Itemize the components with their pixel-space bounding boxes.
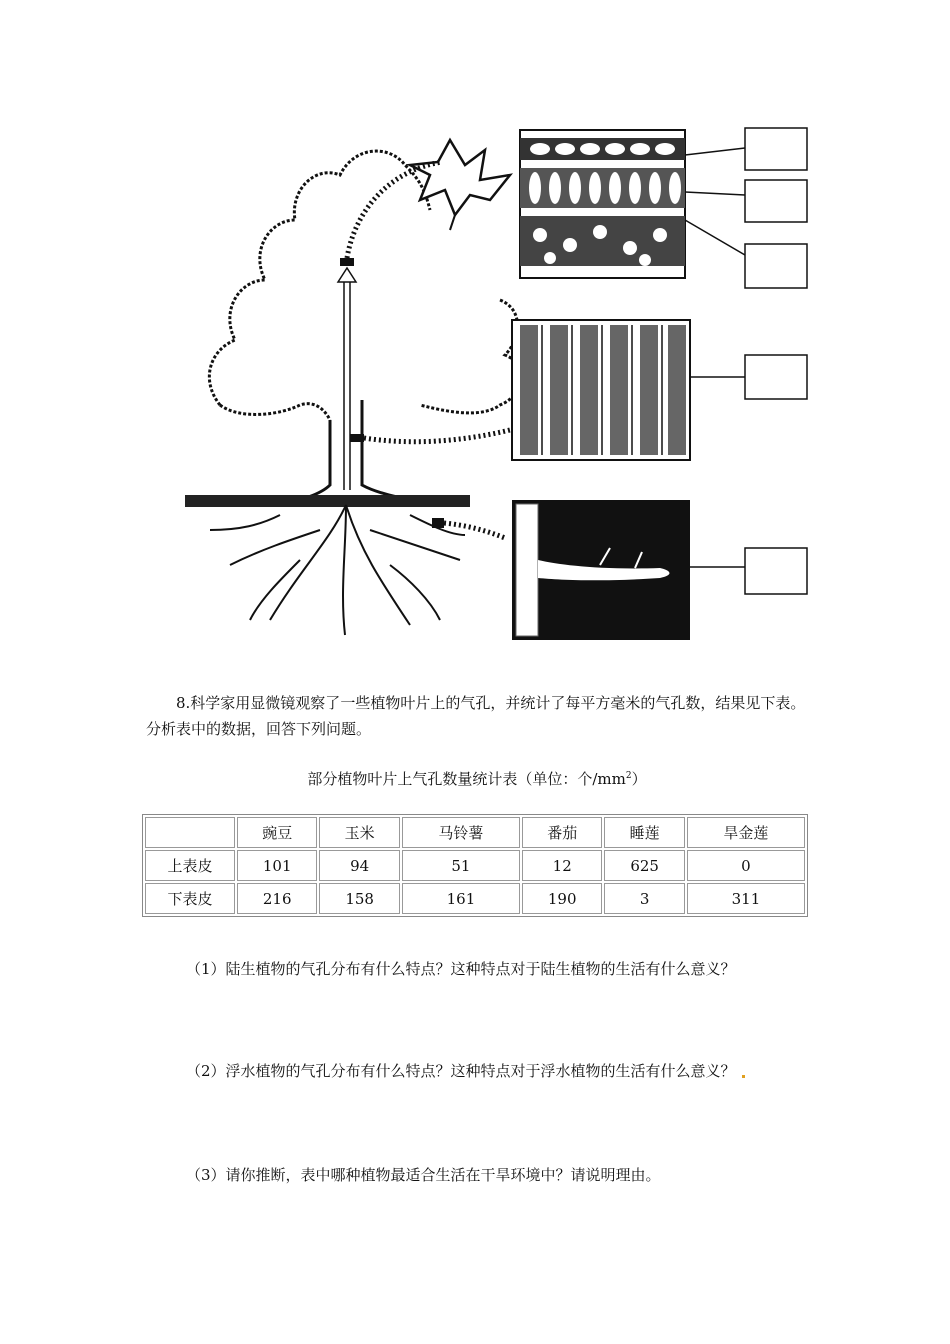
table-cell: 12 xyxy=(522,850,602,881)
table-header-cell: 豌豆 xyxy=(237,817,317,848)
root-hair-section-image xyxy=(512,500,690,640)
table-cell: 51 xyxy=(402,850,520,881)
table-cell: 190 xyxy=(522,883,602,914)
root-system xyxy=(210,505,465,635)
table-header-cell: 马铃薯 xyxy=(402,817,520,848)
table-header-row xyxy=(145,817,805,848)
table-cell: 311 xyxy=(687,883,805,914)
table-header-cell: 旱金莲 xyxy=(687,817,805,848)
answer-box-4[interactable] xyxy=(745,355,807,399)
row-label: 上表皮 xyxy=(145,850,235,881)
table-cell: 0 xyxy=(687,850,805,881)
answer-box-3[interactable] xyxy=(745,244,807,288)
leaf-shape xyxy=(410,140,510,215)
plant-structure-diagram xyxy=(180,120,810,650)
table-cell: 3 xyxy=(604,883,684,914)
table-header-cell: 睡莲 xyxy=(604,817,684,848)
stomata-table xyxy=(142,814,808,917)
table-cell: 101 xyxy=(237,850,317,881)
stem-vessel-section-image xyxy=(512,320,690,460)
answer-box-1[interactable] xyxy=(745,128,807,170)
sub-question-3: （3）请你推断，表中哪种植物最适合生活在干旱环境中？请说明理由。 xyxy=(186,1166,661,1184)
table-header-cell xyxy=(145,817,235,848)
table-header-cell: 玉米 xyxy=(319,817,399,848)
orange-dot-mark xyxy=(742,1075,745,1078)
leaf-section-image xyxy=(520,130,685,278)
row-label: 下表皮 xyxy=(145,883,235,914)
table-cell: 94 xyxy=(319,850,399,881)
table-row xyxy=(145,850,805,881)
table-cell: 625 xyxy=(604,850,684,881)
answer-box-5[interactable] xyxy=(745,548,807,594)
table-header-cell: 番茄 xyxy=(522,817,602,848)
question-8-text: 8.科学家用显微镜观察了一些植物叶片上的气孔，并统计了每平方毫米的气孔数，结果见下表。分析表中的数据，回答下列问题。 xyxy=(146,694,806,738)
sub-question-1: （1）陆生植物的气孔分布有什么特点？这种特点对于陆生植物的生活有什么意义？ xyxy=(186,960,736,978)
table-cell: 161 xyxy=(402,883,520,914)
table-row xyxy=(145,883,805,914)
answer-box-2[interactable] xyxy=(745,180,807,222)
table-caption: 部分植物叶片上气孔数量统计表（单位：个$/mm^2$） xyxy=(307,770,647,788)
table-cell: 158 xyxy=(319,883,399,914)
tree-trunk xyxy=(280,400,440,505)
sub-question-2: （2）浮水植物的气孔分布有什么特点？这种特点对于浮水植物的生活有什么意义？ xyxy=(186,1060,745,1081)
table-cell: 216 xyxy=(237,883,317,914)
ground-soil xyxy=(185,495,470,507)
